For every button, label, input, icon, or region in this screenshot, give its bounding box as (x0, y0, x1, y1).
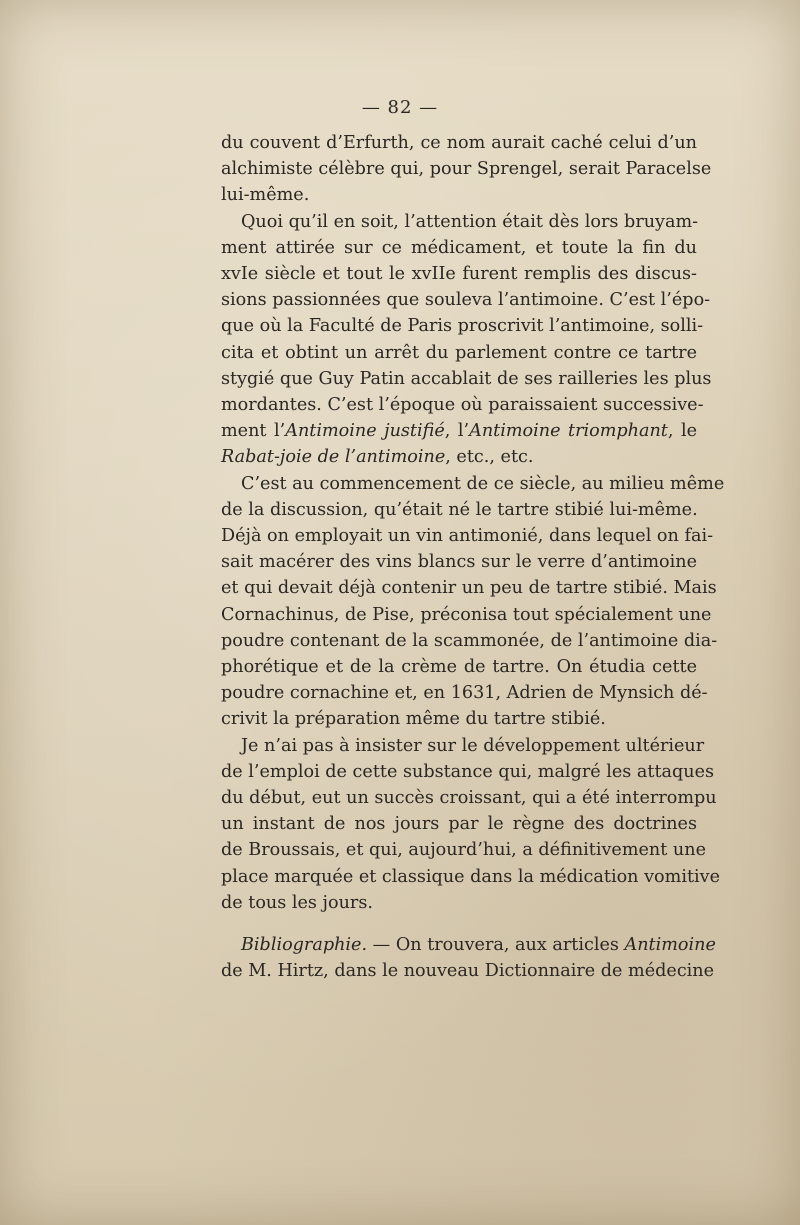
text-fragment: , le (667, 421, 698, 442)
bibliography-line (221, 932, 716, 958)
text-line: cita et obtint un arrêt du parlement contre ce tartre (221, 342, 697, 363)
text-line: Cornachinus, de Pise, préconisa tout spécialement une (221, 604, 712, 625)
paragraph-4 (221, 733, 720, 916)
book-title-antimoine-triomphant: Antimoine triomphant (469, 421, 668, 442)
text-fragment: ment l’ (221, 421, 286, 442)
text-fragment: , etc., etc. (445, 447, 534, 468)
text-fragment: — On trouvera, aux articles (367, 935, 625, 955)
bibliography-label: Bibliographie. (241, 935, 368, 955)
text-line: phorétique et de la crème de tartre. On étudia cette (221, 657, 697, 678)
text-line: de tous les jours. (221, 892, 373, 913)
page-number: — 82 — (361, 97, 439, 118)
text-line: stygié que Guy Patin accablait de ses railleries les plus (221, 368, 712, 389)
text-line: ment attirée sur ce médicament, et toute la fin du (221, 237, 697, 258)
text-line: alchimiste célèbre qui, pour Sprengel, serait Paracelse (221, 159, 712, 180)
text-line: Quoi qu’il en soit, l’attention était dès lors bruyam- (241, 211, 699, 232)
book-title-rabat-joie: Rabat-joie de l’antimoine (221, 447, 446, 468)
article-title: Antimoine (624, 935, 716, 955)
text-line: Je n’ai pas à insister sur le développement ultérieur (241, 735, 705, 756)
text-line: C’est au commencement de ce siècle, au milieu même (241, 473, 725, 494)
text-line: de la discussion, qu’était né le tartre stibié lui-même. (221, 499, 698, 520)
bibliography-line: de M. Hirtz, dans le nouveau Dictionnaire de médecine (221, 961, 715, 982)
text-line: que où la Faculté de Paris proscrivit l’antimoine, solli- (221, 316, 704, 337)
text-line: xvIe siècle et tout le xvIIe furent remplis des discus- (221, 264, 697, 285)
paragraph-2 (221, 209, 712, 471)
book-title-antimoine-justifie: Antimoine justifié (285, 421, 445, 442)
bibliography (221, 932, 716, 984)
text-fragment: , l’ (444, 421, 470, 442)
text-line: place marquée et classique dans la médication vomitive (221, 866, 720, 887)
body-text (221, 130, 725, 916)
text-line: de Broussais, et qui, aujourd’hui, a définitivement une (221, 840, 706, 861)
text-line: crivit la préparation même du tartre stibié. (221, 709, 606, 730)
text-line: du couvent d’Erfurth, ce nom aurait caché celui d’un (221, 133, 697, 153)
text-line: un instant de nos jours par le règne des doctrines (221, 814, 697, 835)
paragraph-3 (221, 471, 725, 733)
text-line-titles (221, 418, 697, 444)
text-line: Déjà on employait un vin antimonié, dans lequel on fai- (221, 526, 714, 547)
text-line: lui-même. (221, 185, 310, 206)
text-line: du début, eut un succès croissant, qui a été interrompu (221, 788, 717, 809)
text-line: mordantes. C’est l’époque où paraissaient successive- (221, 395, 704, 416)
text-line-titles (221, 444, 697, 470)
text-line: poudre contenant de la scammonée, de l’antimoine dia- (221, 630, 718, 651)
text-line: poudre cornachine et, en 1631, Adrien de Mynsich dé- (221, 683, 708, 704)
text-line: sions passionnées que souleva l’antimoine. C’est l’épo- (221, 290, 711, 311)
text-line: de l’emploi de cette substance qui, malgré les attaques (221, 761, 715, 782)
text-line: et qui devait déjà contenir un peu de tartre stibié. Mais (221, 578, 717, 599)
text-line: sait macérer des vins blancs sur le verre d’antimoine (221, 552, 697, 573)
paragraph-1 (221, 130, 712, 209)
